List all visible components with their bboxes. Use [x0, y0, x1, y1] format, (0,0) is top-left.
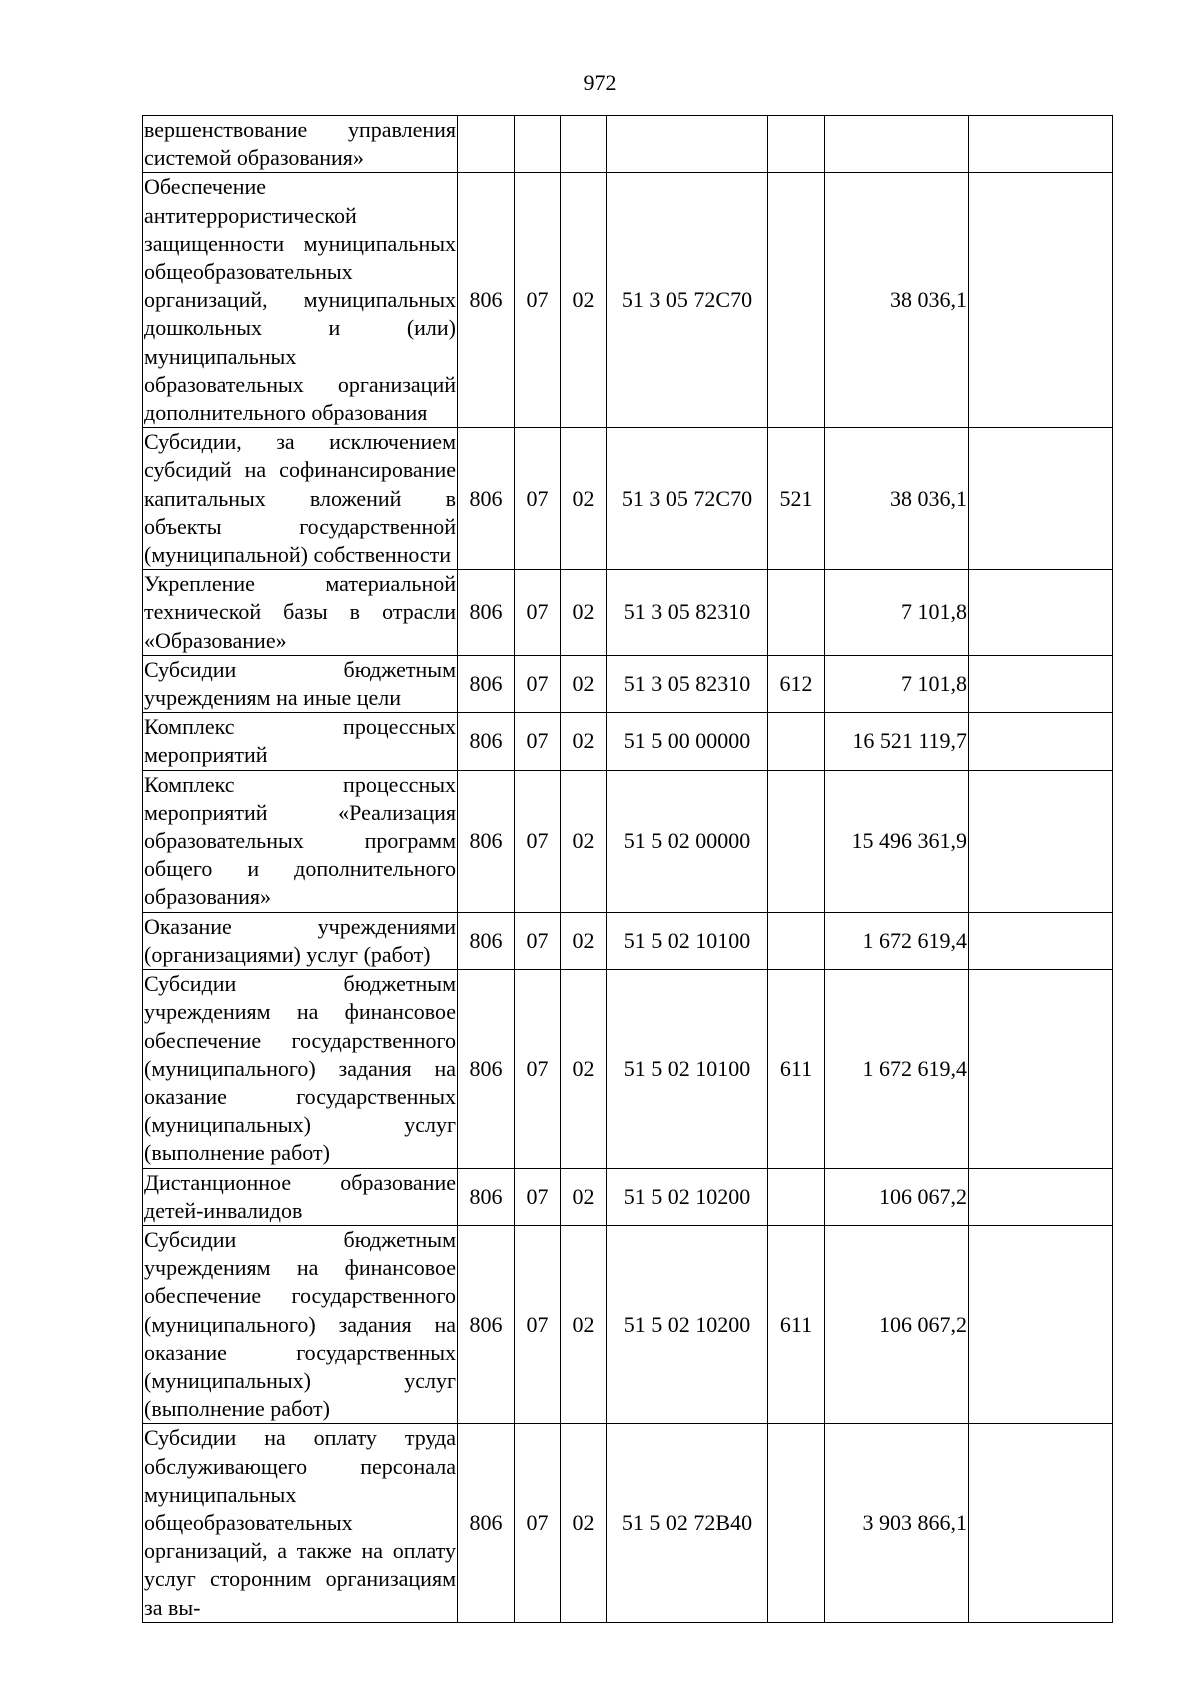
target-article-cell: 51 5 02 10100 — [607, 912, 768, 969]
table-row — [143, 1225, 1113, 1423]
extra-cell — [969, 1225, 1113, 1423]
subsection-code-cell: 02 — [561, 570, 607, 656]
expense-type-cell — [768, 570, 825, 656]
extra-cell — [969, 655, 1113, 712]
ministry-code-cell: 806 — [458, 570, 515, 656]
amount-cell: 7 101,8 — [825, 655, 969, 712]
ministry-code-cell: 806 — [458, 770, 515, 912]
amount-cell: 106 067,2 — [825, 1168, 969, 1225]
target-article-cell: 51 5 02 10200 — [607, 1168, 768, 1225]
target-article-cell: 51 5 02 00000 — [607, 770, 768, 912]
row-name-cell: Субсидии бюджетным учреждениям на иные цели — [143, 655, 458, 712]
table-row — [143, 570, 1113, 656]
subsection-code-cell: 02 — [561, 912, 607, 969]
target-article-cell: 51 5 02 72В40 — [607, 1424, 768, 1622]
expense-type-cell — [768, 912, 825, 969]
section-code-cell: 07 — [515, 912, 561, 969]
subsection-code-cell: 02 — [561, 770, 607, 912]
expense-type-cell — [768, 713, 825, 770]
target-article-cell: 51 5 02 10100 — [607, 970, 768, 1168]
subsection-code-cell: 02 — [561, 1424, 607, 1622]
table-row — [143, 1424, 1113, 1622]
extra-cell — [969, 116, 1113, 173]
amount-cell: 3 903 866,1 — [825, 1424, 969, 1622]
row-name-cell: Дистанционное образование детей-инвалидов — [143, 1168, 458, 1225]
amount-cell: 7 101,8 — [825, 570, 969, 656]
subsection-code-cell: 02 — [561, 173, 607, 428]
ministry-code-cell — [458, 116, 515, 173]
table-row — [143, 770, 1113, 912]
section-code-cell: 07 — [515, 570, 561, 656]
table-row — [143, 970, 1113, 1168]
table-row — [143, 1168, 1113, 1225]
section-code-cell: 07 — [515, 770, 561, 912]
ministry-code-cell: 806 — [458, 173, 515, 428]
row-name-cell: Субсидии на оплату труда обслуживающего персонала муниципальных общеобразовательных организаций, а также на оплату услуг сторонним организациям за вы- — [143, 1424, 458, 1622]
section-code-cell: 07 — [515, 1168, 561, 1225]
row-name-cell: Комплекс процессных мероприятий — [143, 713, 458, 770]
section-code-cell: 07 — [515, 655, 561, 712]
subsection-code-cell: 02 — [561, 428, 607, 570]
ministry-code-cell: 806 — [458, 912, 515, 969]
ministry-code-cell: 806 — [458, 1225, 515, 1423]
extra-cell — [969, 428, 1113, 570]
amount-cell: 16 521 119,7 — [825, 713, 969, 770]
ministry-code-cell: 806 — [458, 1424, 515, 1622]
expense-type-cell — [768, 1424, 825, 1622]
expense-type-cell — [768, 770, 825, 912]
target-article-cell: 51 3 05 72С70 — [607, 428, 768, 570]
table-row — [143, 912, 1113, 969]
row-name-cell: вершенствование управления системой образования» — [143, 116, 458, 173]
expense-type-cell: 611 — [768, 970, 825, 1168]
expense-type-cell — [768, 173, 825, 428]
target-article-cell: 51 5 02 10200 — [607, 1225, 768, 1423]
amount-cell: 15 496 361,9 — [825, 770, 969, 912]
budget-table-body — [143, 116, 1113, 1623]
subsection-code-cell: 02 — [561, 655, 607, 712]
table-row — [143, 116, 1113, 173]
section-code-cell: 07 — [515, 173, 561, 428]
amount-cell: 1 672 619,4 — [825, 970, 969, 1168]
table-row — [143, 428, 1113, 570]
target-article-cell: 51 5 00 00000 — [607, 713, 768, 770]
budget-table — [142, 115, 1113, 1623]
section-code-cell: 07 — [515, 970, 561, 1168]
target-article-cell — [607, 116, 768, 173]
amount-cell: 106 067,2 — [825, 1225, 969, 1423]
row-name-cell: Укрепление материальной технической базы в отрасли «Образование» — [143, 570, 458, 656]
extra-cell — [969, 770, 1113, 912]
extra-cell — [969, 970, 1113, 1168]
table-row — [143, 713, 1113, 770]
target-article-cell: 51 3 05 72С70 — [607, 173, 768, 428]
expense-type-cell — [768, 1168, 825, 1225]
extra-cell — [969, 912, 1113, 969]
amount-cell: 38 036,1 — [825, 173, 969, 428]
row-name-cell: Обеспечение антитеррористической защищенности муниципальных общеобразовательных организаций, муниципальных дошкольных и (или) муниципальных образовательных организаций дополнительного образования — [143, 173, 458, 428]
row-name-cell: Субсидии бюджетным учреждениям на финансовое обеспечение государственного (муниципального) задания на оказание государственных (муниципальных) услуг (выполнение работ) — [143, 970, 458, 1168]
ministry-code-cell: 806 — [458, 428, 515, 570]
page-number: 972 — [583, 70, 617, 95]
expense-type-cell: 521 — [768, 428, 825, 570]
extra-cell — [969, 1424, 1113, 1622]
ministry-code-cell: 806 — [458, 713, 515, 770]
ministry-code-cell: 806 — [458, 970, 515, 1168]
ministry-code-cell: 806 — [458, 1168, 515, 1225]
table-row — [143, 173, 1113, 428]
expense-type-cell — [768, 116, 825, 173]
row-name-cell: Субсидии бюджетным учреждениям на финансовое обеспечение государственного (муниципального) задания на оказание государственных (муниципальных) услуг (выполнение работ) — [143, 1225, 458, 1423]
expense-type-cell: 612 — [768, 655, 825, 712]
subsection-code-cell — [561, 116, 607, 173]
section-code-cell — [515, 116, 561, 173]
target-article-cell: 51 3 05 82310 — [607, 655, 768, 712]
extra-cell — [969, 570, 1113, 656]
subsection-code-cell: 02 — [561, 1168, 607, 1225]
ministry-code-cell: 806 — [458, 655, 515, 712]
amount-cell — [825, 116, 969, 173]
extra-cell — [969, 713, 1113, 770]
subsection-code-cell: 02 — [561, 713, 607, 770]
row-name-cell: Оказание учреждениями (организациями) услуг (работ) — [143, 912, 458, 969]
section-code-cell: 07 — [515, 713, 561, 770]
amount-cell: 38 036,1 — [825, 428, 969, 570]
amount-cell: 1 672 619,4 — [825, 912, 969, 969]
extra-cell — [969, 1168, 1113, 1225]
subsection-code-cell: 02 — [561, 1225, 607, 1423]
subsection-code-cell: 02 — [561, 970, 607, 1168]
section-code-cell: 07 — [515, 428, 561, 570]
section-code-cell: 07 — [515, 1225, 561, 1423]
target-article-cell: 51 3 05 82310 — [607, 570, 768, 656]
section-code-cell: 07 — [515, 1424, 561, 1622]
row-name-cell: Комплекс процессных мероприятий «Реализация образовательных программ общего и дополнительного образования» — [143, 770, 458, 912]
expense-type-cell: 611 — [768, 1225, 825, 1423]
extra-cell — [969, 173, 1113, 428]
row-name-cell: Субсидии, за исключением субсидий на софинансирование капитальных вложений в объекты государственной (муниципальной) собственности — [143, 428, 458, 570]
table-row — [143, 655, 1113, 712]
